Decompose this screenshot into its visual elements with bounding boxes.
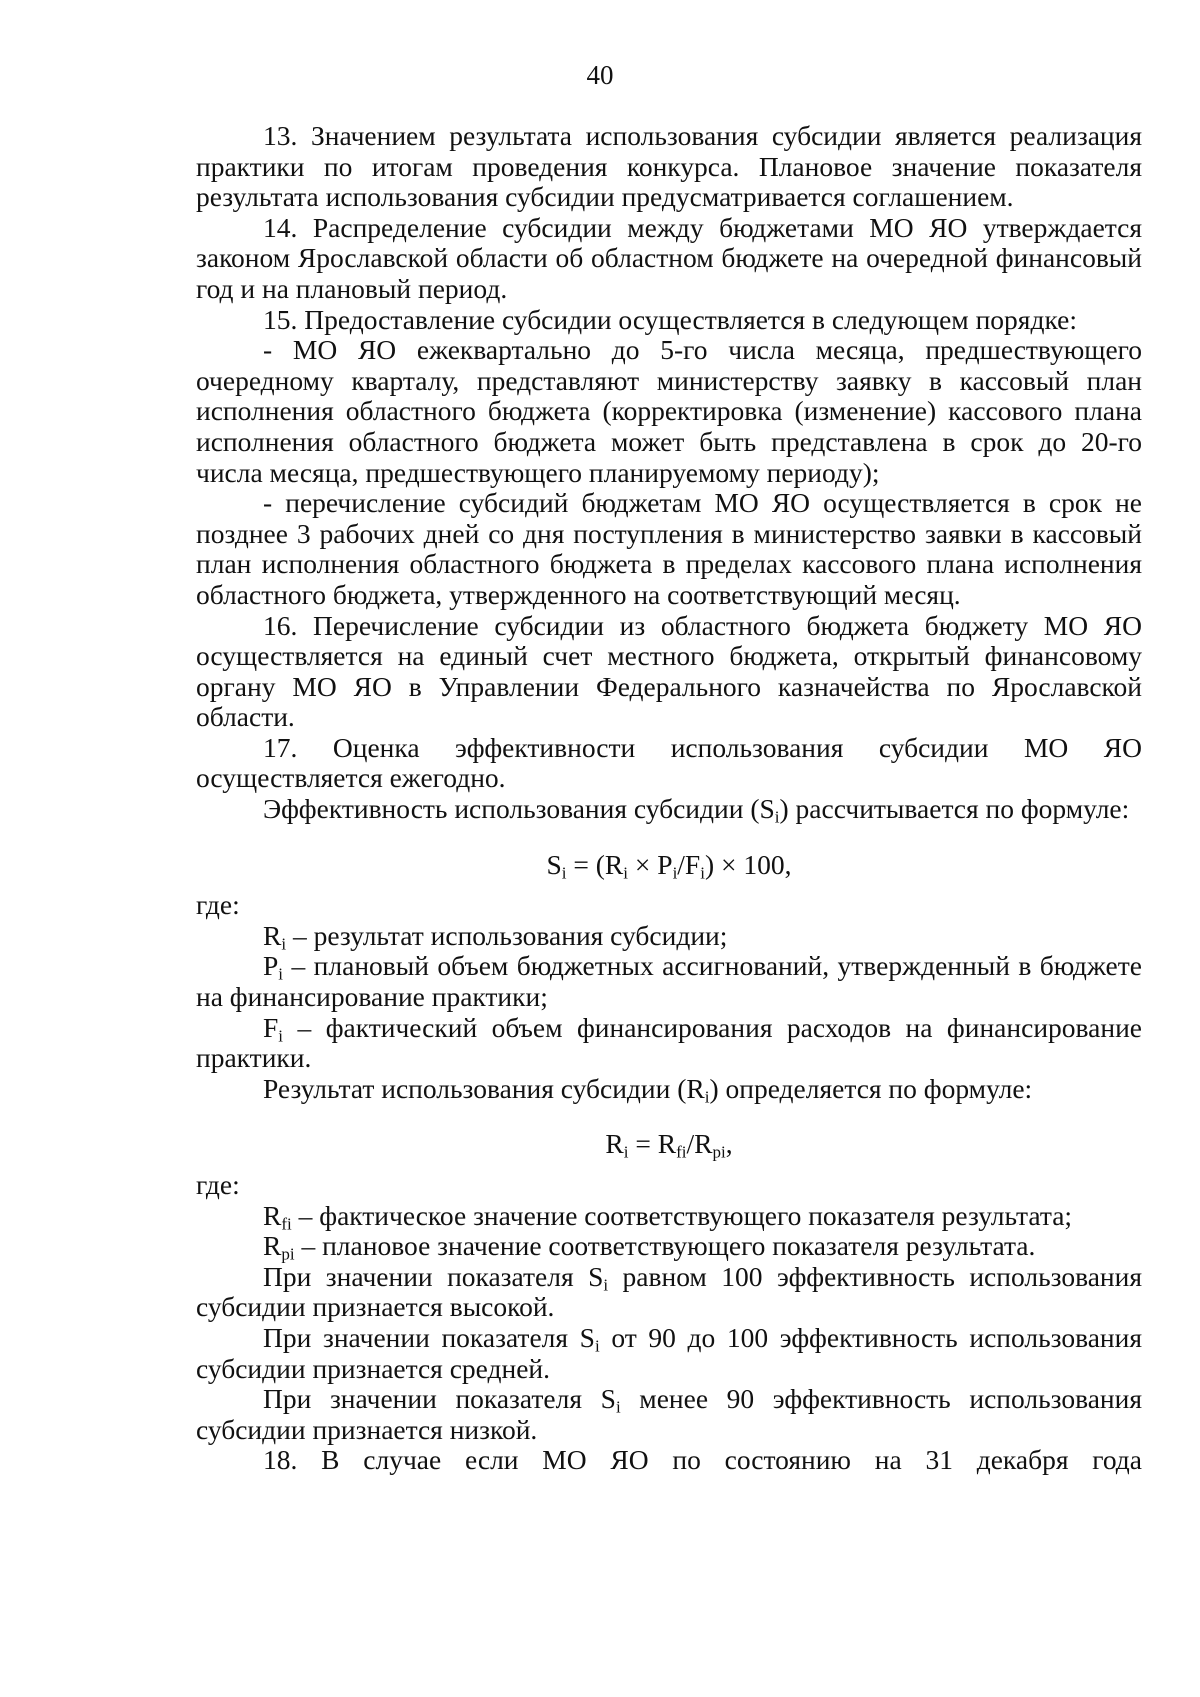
definition-pi: $P_i$ – плановый объем бюджетных ассигнований, утвержденный в бюджете на финансирование практики; [196, 950, 1142, 1013]
document-body [196, 121, 1142, 1476]
result-formula: $R_i = R_{fi}/R_{pi}$, [605, 1128, 733, 1162]
paragraph-16: 16. Перечисление субсидии из областного бюджета бюджету МО ЯО осуществляется на единый счет местного бюджета, открытый финансовому органу МО ЯО в Управлении Федерального казначейства по Ярославской области. [196, 609, 1142, 733]
efficiency-formula: $S_i = (R_i \times P_i/F_i) \times 100$, [546, 848, 792, 882]
paragraph-18: 18. В случае если МО ЯО по состоянию на 31 декабря года [263, 1444, 1142, 1476]
paragraph-15-item-1: - МО ЯО ежеквартально до 5-го числа месяца, предшествующего очередному кварталу, представляют министерству заявку в кассовый план исполнения областного бюджета (корректировка (изменение) кассового плана исполнения областного бюджета может быть представлена в срок до 20-го числа месяца, предшествующего планируемому периоду); [196, 334, 1142, 488]
definition-rpi: $R_{pi}$ – плановое значение соответствующего показателя результата. [263, 1230, 1036, 1264]
definition-rfi: $R_{fi}$ – фактическое значение соответствующего показателя результата; [263, 1199, 1073, 1233]
efficiency-low: При значении показателя $S_i$ менее 90 эффективность использования субсидии признается низкой. [196, 1383, 1143, 1445]
where-label-2: где: [196, 1169, 240, 1200]
paragraph-15-item-2: - перечисление субсидий бюджетам МО ЯО осуществляется в срок не позднее 3 рабочих дней со дня поступления в министерство заявки в кассовый план исполнения областного бюджета в пределах кассового плана исполнения областного бюджета, утвержденного на соответствующий месяц. [196, 487, 1142, 610]
page-number: 40 [586, 60, 614, 90]
efficiency-intro: Эффективность использования субсидии $(S_i)$ рассчитывается по формуле: [263, 793, 1130, 827]
paragraph-13: 13. Значением результата использования субсидии является реализация практики по итогам проведения конкурса. Плановое значение показателя результата использования субсидии предусматривается соглашением. [196, 120, 1142, 213]
paragraph-17: 17. Оценка эффективности использования субсидии МО ЯО осуществляется ежегодно. [196, 731, 1142, 794]
efficiency-high: При значении показателя $S_i$ равном 100 эффективность использования субсидии признается высокой. [196, 1260, 1142, 1323]
result-intro: Результат использования субсидии $(R_i)$ определяется по формуле: [263, 1072, 1033, 1107]
paragraph-14: 14. Распределение субсидии между бюджетами МО ЯО утверждается законом Ярославской области об областном бюджете на очередной финансовый год и на плановый период. [196, 211, 1142, 304]
where-label-1: где: [196, 889, 240, 921]
efficiency-medium: При значении показателя $S_i$ от 90 до 100 эффективность использования субсидии признается средней. [196, 1321, 1143, 1384]
definition-ri: $R_i$ – результат использования субсидии; [263, 919, 728, 954]
paragraph-15: 15. Предоставление субсидии осуществляется в следующем порядке: [263, 303, 1077, 335]
definition-fi: $F_i$ – фактический объем финансирования расходов на финансирование практики. [196, 1011, 1142, 1074]
